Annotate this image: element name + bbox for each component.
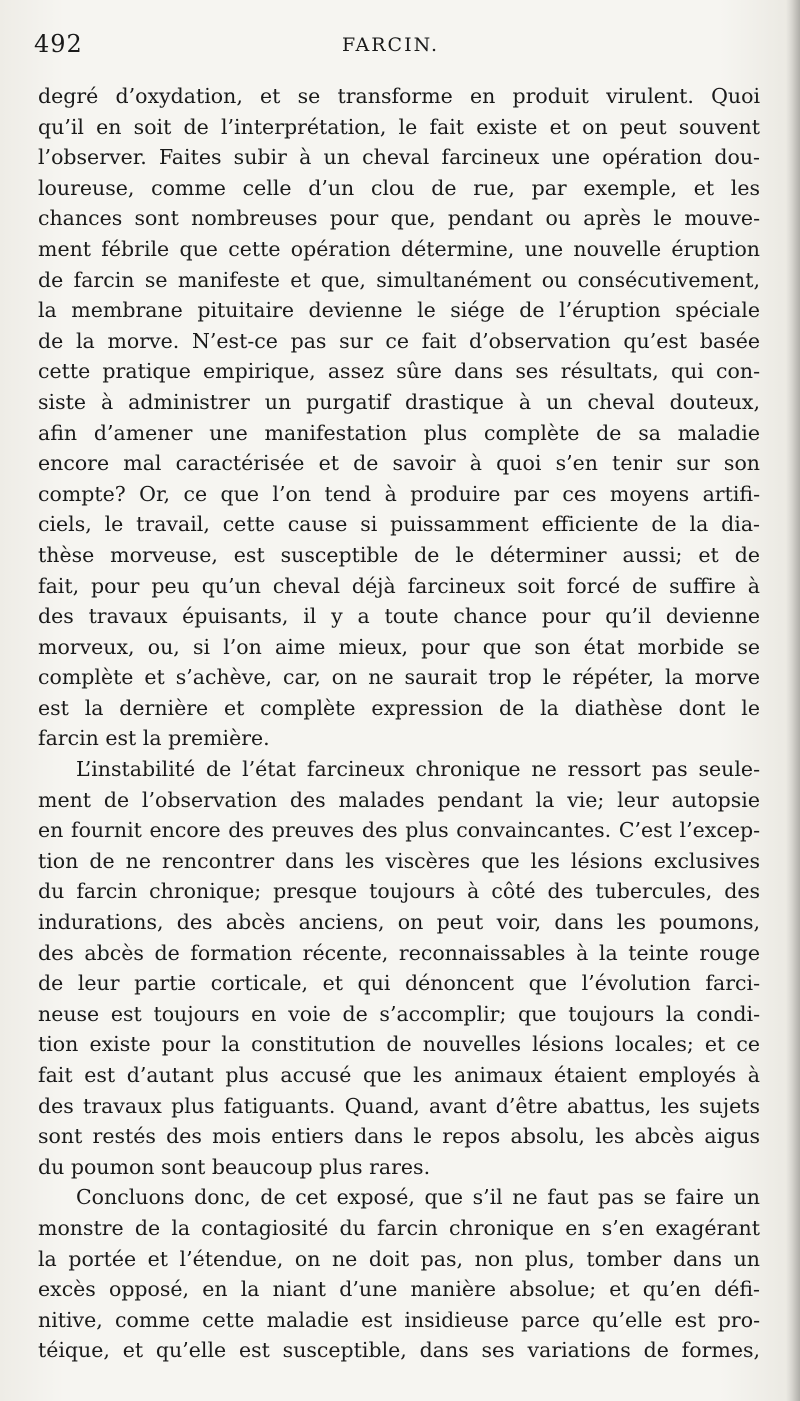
page-number: 492: [34, 30, 83, 58]
text-line: degré d’oxydation, et se transforme en produit virulent. Quoi: [38, 84, 760, 108]
text-line: nitive, comme cette maladie est insidieuse parce qu’elle est pro-: [38, 1307, 760, 1332]
text-line: ment de l’observation des malades pendant la vie; leur autopsie: [38, 787, 760, 812]
text-line: l’observer. Faites subir à un cheval farcineux une opération dou-: [38, 145, 760, 170]
text-line: compte? Or, ce que l’on tend à produire par ces moyens artifi-: [38, 481, 760, 506]
text-line: tion existe pour la constitution de nouvelles lésions locales; et ce: [38, 1032, 760, 1057]
text-line: qu’il en soit de l’interprétation, le fait existe et on peut souvent: [38, 114, 760, 139]
text-line: fait est d’autant plus accusé que les animaux étaient employés à: [38, 1063, 760, 1087]
text-line: afin d’amener une manifestation plus complète de sa maladie: [38, 420, 760, 445]
text-line: complète et s’achève, car, on ne saurait trop le répéter, la morve: [38, 665, 760, 690]
text-line: la membrane pituitaire devienne le siége de l’éruption spéciale: [38, 298, 760, 323]
text-line: neuse est toujours en voie de s’accomplir; que toujours la condi-: [38, 1001, 760, 1026]
page-gutter-shadow: [786, 0, 800, 1401]
text-line: de la morve. N’est-ce pas sur ce fait d’observation qu’est basée: [38, 328, 760, 353]
page-header: [34, 30, 754, 64]
text-line: ciels, le travail, cette cause si puissamment efficiente de la dia-: [38, 512, 760, 537]
text-line: des travaux plus fatiguants. Quand, avant d’être abattus, les sujets: [38, 1093, 760, 1118]
text-line: de farcin se manifeste et que, simultanément ou consécutivement,: [38, 267, 760, 292]
text-line: des abcès de formation récente, reconnaissables à la teinte rouge: [38, 940, 760, 965]
text-line: farcin est la première.: [38, 726, 270, 751]
text-line: cette pratique empirique, assez sûre dans ses résultats, qui con-: [38, 359, 760, 384]
text-line: ment fébrile que cette opération détermine, une nouvelle éruption: [38, 236, 760, 261]
text-line: du farcin chronique; presque toujours à côté des tubercules, des: [38, 879, 760, 904]
text-line: thèse morveuse, est susceptible de le déterminer aussi; et de: [38, 542, 760, 567]
text-line: téique, et qu’elle est susceptible, dans ses variations de formes,: [38, 1338, 760, 1363]
text-line: siste à administrer un purgatif drastique à un cheval douteux,: [38, 389, 760, 414]
text-line: excès opposé, en la niant d’une manière absolue; et qu’en défi-: [38, 1277, 760, 1302]
text-line: monstre de la contagiosité du farcin chronique en s’en exagérant: [38, 1215, 760, 1240]
text-line: chances sont nombreuses pour que, pendant ou après le mouve-: [38, 206, 760, 231]
text-line: des travaux épuisants, il y a toute chance pour qu’il devienne: [38, 604, 760, 629]
text-line: morveux, ou, si l’on aime mieux, pour que son état morbide se: [38, 634, 760, 659]
text-line: encore mal caractérisée et de savoir à quoi s’en tenir sur son: [38, 451, 760, 476]
paragraph: [38, 81, 760, 754]
text-line: Concluons donc, de cet exposé, que s’il ne faut pas se faire un: [76, 1185, 760, 1210]
text-line: est la dernière et complète expression de la diathèse dont le: [38, 695, 760, 720]
text-line: la portée et l’étendue, on ne doit pas, non plus, tomber dans un: [38, 1246, 760, 1271]
paragraph: [38, 1182, 760, 1366]
text-line: du poumon sont beaucoup plus rares.: [38, 1154, 431, 1179]
body-text: [38, 81, 760, 1366]
text-line: sont restés des mois entiers dans le repos absolu, les abcès aigus: [38, 1124, 760, 1149]
text-line: en fournit encore des preuves des plus convaincantes. C’est l’excep-: [38, 818, 760, 843]
running-title: FARCIN.: [342, 34, 440, 56]
paragraph: [38, 754, 760, 1182]
text-line: de leur partie corticale, et qui dénoncent que l’évolution farci-: [38, 971, 760, 996]
text-line: L’instabilité de l’état farcineux chronique ne ressort pas seule-: [76, 757, 760, 782]
text-line: indurations, des abcès anciens, on peut voir, dans les poumons,: [38, 910, 760, 935]
text-line: tion de ne rencontrer dans les viscères que les lésions exclusives: [38, 848, 760, 873]
text-line: loureuse, comme celle d’un clou de rue, par exemple, et les: [38, 175, 760, 200]
text-line: fait, pour peu qu’un cheval déjà farcineux soit forcé de suffire à: [38, 573, 760, 598]
